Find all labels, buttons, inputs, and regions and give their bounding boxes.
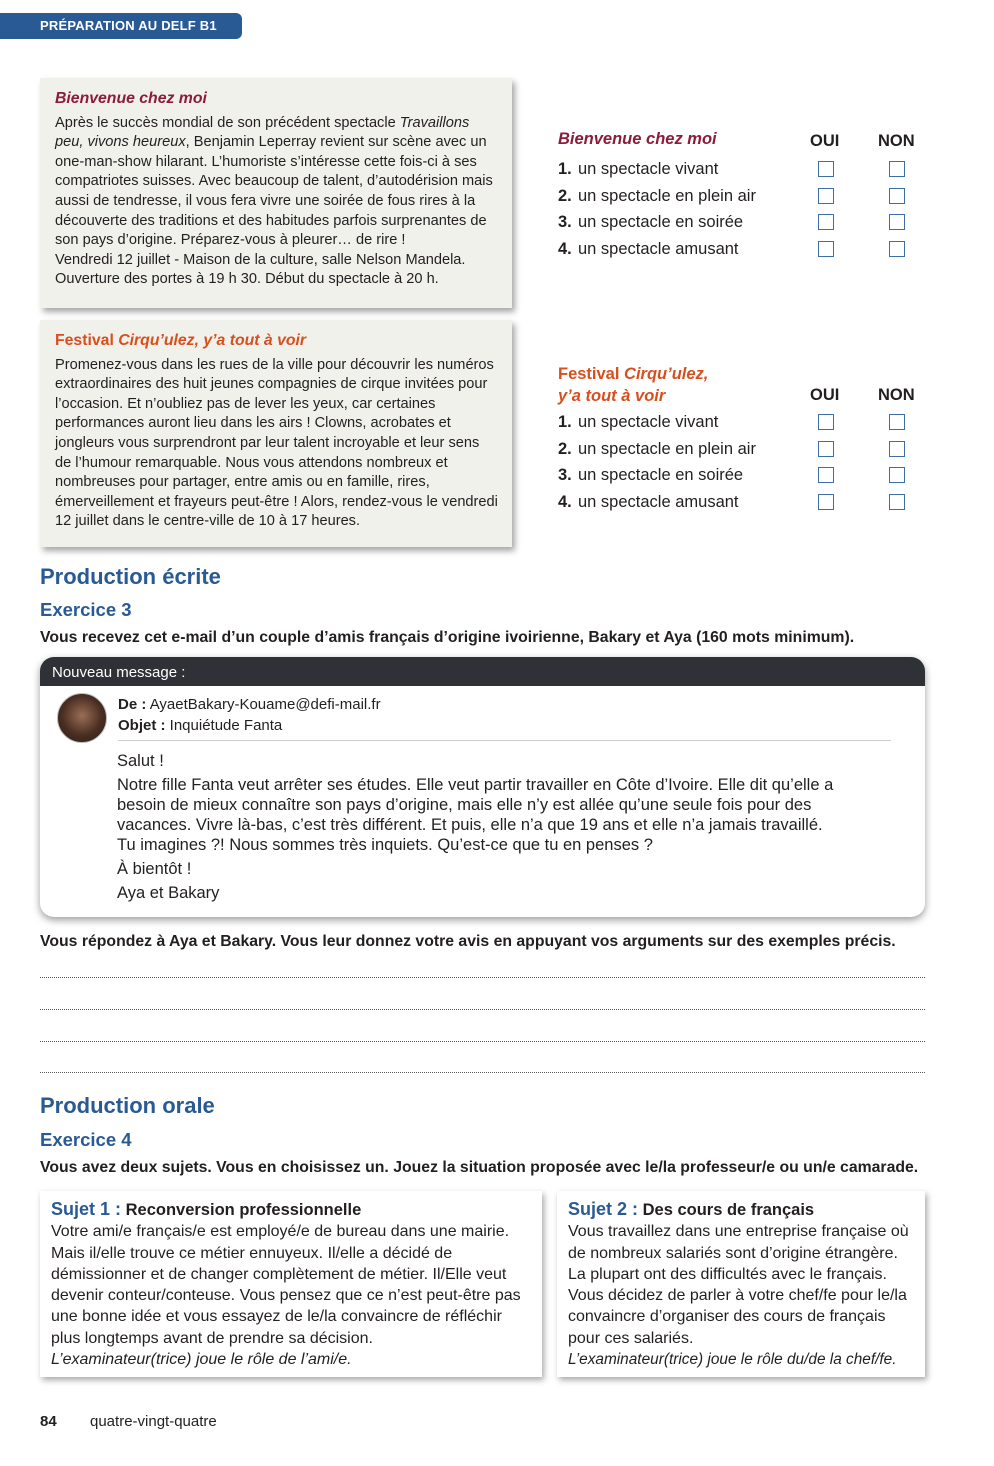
non-checkbox[interactable] — [889, 494, 905, 510]
card-title-part: Cirqu’ulez, y’a tout à voir — [118, 332, 307, 349]
item-label: un spectacle vivant — [578, 413, 719, 431]
item-number: 2. — [558, 439, 572, 458]
sujet-text: Votre ami/e français/e est employé/e de bureau dans une mairie. Mais il/elle trouve ce métier ennuyeux. Il/elle a décidé de démissionner et de changer complètement de métier. Il/Elle veut devenir conteur/conteuse. Vous pensez que ce n’est peut-être pas une bonne idée et vous essayez de le/la convaincre de réfléchir plus longtemps avant de prendre sa décision. — [51, 1223, 521, 1347]
item-label: un spectacle en plein air — [578, 439, 756, 458]
oui-header: OUI — [810, 132, 840, 150]
card-title — [55, 331, 498, 351]
sujet-title — [51, 1199, 532, 1221]
quiz-header — [558, 363, 918, 409]
reply-instruction: Vous répondez à Aya et Bakary. Vous leur donnez votre avis en appuyant vos arguments sur des exemples précis. — [40, 933, 896, 950]
from-line — [118, 694, 381, 715]
quiz-row — [558, 236, 918, 263]
sujet-note: L’examinateur(trice) joue le rôle du/de la chef/fe. — [568, 1351, 897, 1369]
sujet-note: L’examinateur(trice) joue le rôle de l’ami/e. — [51, 1351, 352, 1369]
quiz-title-part: y’a tout à voir — [558, 387, 666, 405]
item-number: 3. — [558, 213, 572, 231]
section-heading-orale: Production orale — [40, 1093, 215, 1118]
oui-checkbox[interactable] — [818, 161, 834, 177]
answer-line[interactable] — [40, 1009, 925, 1010]
from-label: De : — [118, 696, 147, 713]
quiz-title-part: Cirqu’ulez, — [624, 365, 709, 383]
quiz-row — [558, 436, 918, 463]
page-number: 84 — [40, 1413, 57, 1430]
non-checkbox[interactable] — [889, 214, 905, 230]
page-number-words: quatre-vingt-quatre — [90, 1413, 217, 1430]
item-label: un spectacle amusant — [578, 239, 739, 258]
quiz-row — [558, 156, 918, 183]
section-tab: PRÉPARATION AU DELF B1 — [0, 13, 242, 39]
non-checkbox[interactable] — [889, 161, 905, 177]
quiz-bienvenue — [558, 130, 918, 262]
oui-header: OUI — [810, 386, 840, 404]
show-title: Travaillons peu, vivons heureux — [55, 114, 470, 151]
sujet-label: Sujet 2 : — [568, 1199, 639, 1219]
email-title-bar: Nouveau message : — [40, 657, 925, 686]
answer-line[interactable] — [40, 1072, 925, 1073]
oui-checkbox[interactable] — [818, 414, 834, 430]
quiz-row — [558, 489, 918, 516]
quiz-row — [558, 209, 918, 236]
card-text — [55, 114, 498, 251]
ad-card-bienvenue — [40, 78, 512, 308]
sujet-label: Sujet 1 : — [51, 1199, 122, 1219]
oui-checkbox[interactable] — [818, 494, 834, 510]
item-label: un spectacle en soirée — [578, 213, 744, 231]
email-header-fields — [118, 694, 381, 736]
sujet-subject: Reconversion professionnelle — [125, 1201, 362, 1219]
quiz-festival — [558, 363, 918, 515]
oui-checkbox[interactable] — [818, 241, 834, 257]
subject-line — [118, 715, 381, 736]
ad-card-festival — [40, 320, 512, 547]
item-label: un spectacle amusant — [578, 492, 739, 511]
item-number: 3. — [558, 466, 572, 484]
card-date: Vendredi 12 juillet - Maison de la culture, salle Nelson Mandela. — [55, 251, 466, 268]
answer-line[interactable] — [40, 977, 925, 978]
from-value: AyaetBakary-Kouame@defi-mail.fr — [149, 696, 381, 713]
email-closing: À bientôt ! — [117, 860, 192, 878]
answer-line[interactable] — [40, 1041, 925, 1042]
quiz-title-part: Festival — [558, 365, 625, 383]
oui-checkbox[interactable] — [818, 441, 834, 457]
sujet-text: Vous travaillez dans une entreprise française où de nombreux salariés sont d’origine étrangère. La plupart ont des difficultés avec le français. Vous décidez de parler à votre chef/fe pour le/la convaincre d’organiser des cours de français pour ces salariés. — [568, 1223, 909, 1347]
item-label: un spectacle en plein air — [578, 186, 756, 205]
card-text-part: Après le succès mondial de son précédent spectacle — [55, 114, 400, 131]
email-greeting: Salut ! — [117, 752, 164, 770]
email-window — [40, 657, 925, 917]
card-hours: Ouverture des portes à 19 h 30. Début du spectacle à 20 h. — [55, 271, 439, 288]
oui-checkbox[interactable] — [818, 188, 834, 204]
sender-avatar — [57, 693, 107, 743]
email-signature: Aya et Bakary — [117, 884, 220, 902]
sujet-2-box — [557, 1191, 925, 1377]
item-number: 1. — [558, 413, 572, 431]
non-checkbox[interactable] — [889, 188, 905, 204]
email-divider — [118, 740, 891, 741]
non-header: NON — [878, 386, 915, 404]
non-checkbox[interactable] — [889, 241, 905, 257]
email-message: Notre fille Fanta veut arrêter ses études. Elle veut partir travailler en Côte d’Ivoire. Elle dit qu’elle a besoin de mieux connaître son pays d’origine, mais elle n’y est allée qu’une seule fois pour des vacances. Vivre là-bas, c’est très différent. Et puis, elle n’a que 19 ans et elle n’a jamais travaillé. Tu imagines ?! Nous sommes très inquiets. Qu’est-ce que tu en penses ? — [117, 776, 834, 854]
item-number: 1. — [558, 160, 572, 178]
card-title: Bienvenue chez moi — [55, 90, 207, 107]
sujet-1-box — [40, 1191, 542, 1377]
oui-checkbox[interactable] — [818, 214, 834, 230]
quiz-row — [558, 409, 918, 436]
exercise-heading: Exercice 3 — [40, 599, 132, 620]
sujet-title — [568, 1199, 915, 1221]
card-title-part: Festival — [55, 332, 119, 349]
section-heading-ecrite: Production écrite — [40, 564, 221, 589]
exercise-instruction: Vous avez deux sujets. Vous en choisissez un. Jouez la situation proposée avec le/la professeur/e ou un/e camarade. — [40, 1159, 919, 1176]
subject-value: Inquiétude Fanta — [169, 717, 283, 734]
quiz-header — [558, 130, 918, 156]
non-checkbox[interactable] — [889, 467, 905, 483]
quiz-row — [558, 462, 918, 489]
item-number: 2. — [558, 186, 572, 205]
card-text-part: , Benjamin Leperray revient sur scène avec un one-man-show hilarant. L’humoriste s’intéresse cette fois-ci à ses compatriotes suisses. Avec beaucoup de talent, d’autodérision mais aussi de tendresse, il vous fera vivre une soirée de fous rires à la découverte des traditions et des habitudes parfois surprenantes de son pays d’origine. Préparez-vous à pleurer… de rire ! — [55, 134, 493, 249]
oui-checkbox[interactable] — [818, 467, 834, 483]
quiz-title — [558, 363, 918, 407]
non-checkbox[interactable] — [889, 441, 905, 457]
email-body — [117, 751, 837, 907]
non-header: NON — [878, 132, 915, 150]
item-number: 4. — [558, 239, 572, 258]
quiz-row — [558, 183, 918, 210]
quiz-title: Bienvenue chez moi — [558, 130, 717, 148]
exercise-instruction: Vous recevez cet e-mail d’un couple d’amis français d’origine ivoirienne, Bakary et Aya (160 mots minimum). — [40, 629, 855, 646]
item-number: 4. — [558, 492, 572, 511]
exercise-heading: Exercice 4 — [40, 1129, 132, 1150]
item-label: un spectacle vivant — [578, 160, 719, 178]
card-text: Promenez-vous dans les rues de la ville pour découvrir les numéros extraordinaires des huit jeunes compagnies de cirque invitées pour l’occasion. Et n’oubliez pas de lever les yeux, car certaines performances auront lieu dans les airs ! Clowns, acrobates et jongleurs vous surprendront par leur talent incroyable et leur sens de l’humour remarquable. Nous vous attendons nombreux et nombreuses pour partager, entre amis ou en famille, rires, émerveillement et frayeurs peut-être ! Alors, rendez-vous le vendredi 12 juillet dans le centre-ville de 10 à 17 heures. — [55, 356, 498, 530]
item-label: un spectacle en soirée — [578, 466, 744, 484]
sujet-subject: Des cours de français — [642, 1201, 815, 1219]
subject-label: Objet : — [118, 717, 166, 734]
non-checkbox[interactable] — [889, 414, 905, 430]
